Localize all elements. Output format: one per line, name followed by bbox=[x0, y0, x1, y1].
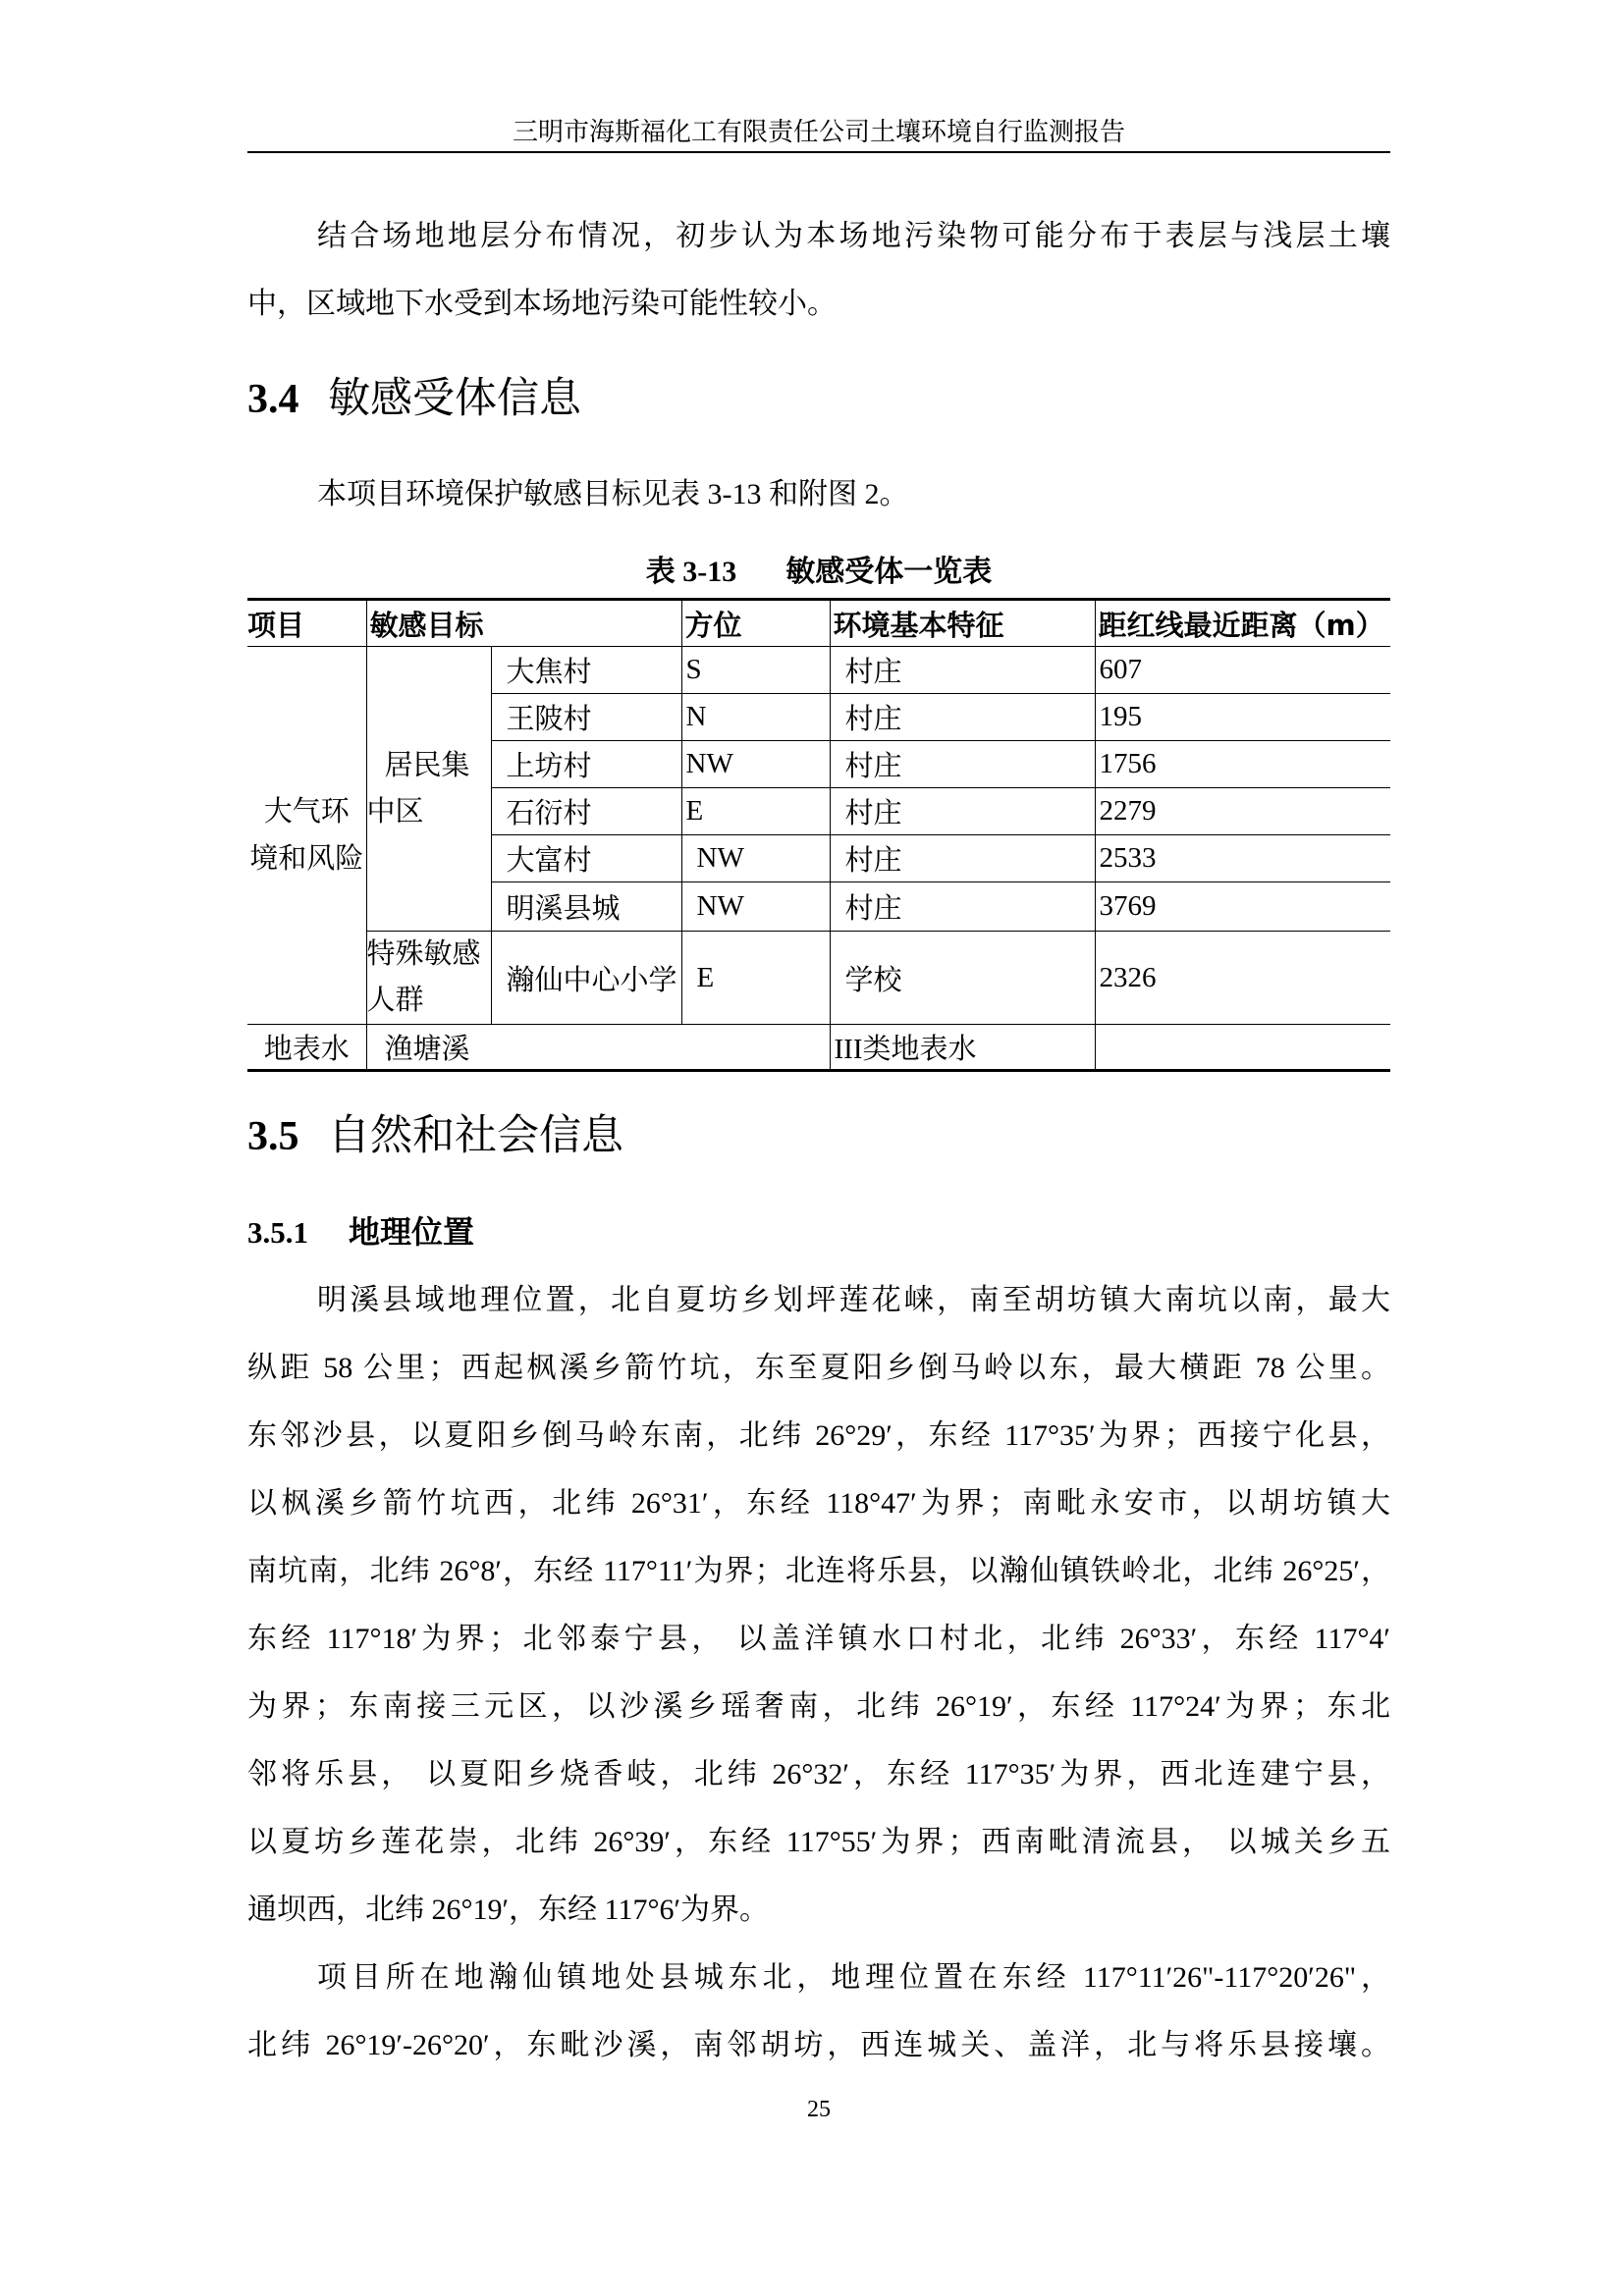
direction-cell: N bbox=[681, 694, 830, 741]
feature-cell: 村庄 bbox=[830, 882, 1095, 932]
paragraph-line: 明溪县域地理位置，北自夏坊乡划坪莲花崃，南至胡坊镇大南坑以南，最大 bbox=[317, 1284, 1390, 1316]
feature-cell: 村庄 bbox=[830, 835, 1095, 882]
paragraph-line: 北纬 26°19′-26°20′，东毗沙溪，南邻胡坊，西连城关、盖洋，北与将乐县接壤。 bbox=[247, 2029, 1390, 2061]
header-cell-feature: 环境基本特征 bbox=[830, 600, 1095, 647]
subsection-title: 地理位置 bbox=[349, 1213, 475, 1251]
category-cell-air-risk bbox=[247, 647, 366, 1025]
subsection-heading-3-5-1 bbox=[247, 1210, 474, 1254]
direction-cell: NW bbox=[681, 835, 830, 882]
target-cell: 上坊村 bbox=[491, 741, 681, 788]
page-number: 25 bbox=[807, 2097, 831, 2122]
distance-cell: 3769 bbox=[1095, 882, 1390, 932]
direction-cell: E bbox=[681, 932, 830, 1025]
running-header: 三明市海斯福化工有限责任公司土壤环境自行监测报告 bbox=[512, 118, 1125, 146]
paragraph-line: 南坑南，北纬 26°8′，东经 117°11′为界；北连将乐县，以瀚仙镇铁岭北，北纬 26°25′， bbox=[247, 1555, 1390, 1587]
section-title: 自然和社会信息 bbox=[328, 1111, 623, 1160]
direction-cell: NW bbox=[681, 882, 830, 932]
table-caption-number: 表 3-13 bbox=[645, 556, 737, 588]
table-header-row bbox=[247, 600, 1390, 647]
section-heading-3-5 bbox=[247, 1106, 623, 1165]
paragraph-line: 中，区域地下水受到本场地污染可能性较小。 bbox=[247, 288, 837, 320]
header-cell-distance: 距红线最近距离（m） bbox=[1095, 600, 1390, 647]
target-cell: 渔塘溪 bbox=[366, 1025, 830, 1071]
paragraph-line: 为界；东南接三元区，以沙溪乡瑶奢南，北纬 26°19′，东经 117°24′为界；东北 bbox=[247, 1690, 1390, 1723]
sensitive-receptor-table bbox=[247, 598, 1390, 1072]
section-number: 3.5 bbox=[247, 1114, 299, 1159]
feature-cell: III类地表水 bbox=[830, 1025, 1095, 1071]
distance-cell: 2326 bbox=[1095, 932, 1390, 1025]
distance-cell: 2279 bbox=[1095, 788, 1390, 835]
paragraph-line: 东邻沙县，以夏阳乡倒马岭东南，北纬 26°29′，东经 117°35′为界；西接宁化县， bbox=[247, 1419, 1390, 1452]
subsection-number: 3.5.1 bbox=[247, 1215, 308, 1250]
direction-cell: E bbox=[681, 788, 830, 835]
paragraph-line: 邻将乐县， 以夏阳乡烧香岐，北纬 26°32′，东经 117°35′为界，西北连建宁县， bbox=[247, 1758, 1390, 1790]
cell-text-line: 人群 bbox=[366, 985, 424, 1016]
paragraph-line: 纵距 58 公里；西起枫溪乡箭竹坑，东至夏阳乡倒马岭以东，最大横距 78 公里。 bbox=[247, 1352, 1390, 1384]
cell-text-line: 居民集 bbox=[384, 749, 470, 781]
table-caption bbox=[247, 551, 1390, 594]
table-row bbox=[247, 932, 1390, 1025]
cell-text-line: 境和风险 bbox=[249, 843, 364, 875]
distance-cell: 195 bbox=[1095, 694, 1390, 741]
paragraph-line: 结合场地地层分布情况，初步认为本场地污染物可能分布于表层与浅层土壤 bbox=[317, 220, 1390, 252]
distance-cell: 2533 bbox=[1095, 835, 1390, 882]
paragraph-geographic-location bbox=[247, 1266, 1390, 2079]
header-cell-target: 敏感目标 bbox=[366, 600, 681, 647]
header-rule bbox=[247, 151, 1390, 153]
paragraph-site-strata bbox=[247, 202, 1390, 338]
distance-cell: 1756 bbox=[1095, 741, 1390, 788]
table-caption-title: 敏感受体一览表 bbox=[785, 555, 993, 589]
paragraph-line: 以夏坊乡莲花崇，北纬 26°39′，东经 117°55′为界；西南毗清流县， 以城关乡五 bbox=[247, 1826, 1390, 1858]
feature-cell: 学校 bbox=[830, 932, 1095, 1025]
distance-cell: 607 bbox=[1095, 647, 1390, 694]
section-number: 3.4 bbox=[247, 377, 299, 422]
direction-cell: NW bbox=[681, 741, 830, 788]
target-cell: 大富村 bbox=[491, 835, 681, 882]
paragraph-line: 本项目环境保护敏感目标见表 3-13 和附图 2。 bbox=[317, 478, 909, 510]
subgroup-cell-residential bbox=[366, 647, 491, 932]
category-cell-surface-water: 地表水 bbox=[247, 1025, 366, 1071]
cell-text-line: 大气环 bbox=[263, 796, 350, 828]
target-cell: 明溪县城 bbox=[491, 882, 681, 932]
target-cell: 王陂村 bbox=[491, 694, 681, 741]
feature-cell: 村庄 bbox=[830, 694, 1095, 741]
feature-cell: 村庄 bbox=[830, 647, 1095, 694]
feature-cell: 村庄 bbox=[830, 741, 1095, 788]
cell-text-line: 中区 bbox=[366, 795, 424, 828]
table-row bbox=[247, 647, 1390, 694]
paragraph-table-reference bbox=[247, 460, 1390, 528]
header-cell-item: 项目 bbox=[247, 600, 366, 647]
paragraph-line: 东经 117°18′为界；北邻泰宁县， 以盖洋镇水口村北，北纬 26°33′，东经 117°4′ bbox=[247, 1623, 1390, 1655]
direction-cell: S bbox=[681, 647, 830, 694]
distance-cell bbox=[1095, 1025, 1390, 1071]
header-cell-direction: 方位 bbox=[681, 600, 830, 647]
subgroup-cell-special bbox=[366, 932, 491, 1025]
paragraph-line: 以枫溪乡箭竹坑西，北纬 26°31′，东经 118°47′为界；南毗永安市，以胡坊镇大 bbox=[247, 1487, 1390, 1520]
paragraph-line: 项目所在地瀚仙镇地处县城东北，地理位置在东经 117°11′26"-117°20′26"， bbox=[317, 1961, 1390, 1994]
target-cell: 瀚仙中心小学 bbox=[491, 932, 681, 1025]
target-cell: 石衍村 bbox=[491, 788, 681, 835]
feature-cell: 村庄 bbox=[830, 788, 1095, 835]
table-row bbox=[247, 1025, 1390, 1071]
target-cell: 大焦村 bbox=[491, 647, 681, 694]
paragraph-line: 通坝西，北纬 26°19′，东经 117°6′为界。 bbox=[247, 1894, 770, 1926]
section-heading-3-4 bbox=[247, 369, 581, 428]
cell-text-line: 特殊敏感 bbox=[366, 938, 481, 970]
section-title: 敏感受体信息 bbox=[328, 374, 581, 423]
